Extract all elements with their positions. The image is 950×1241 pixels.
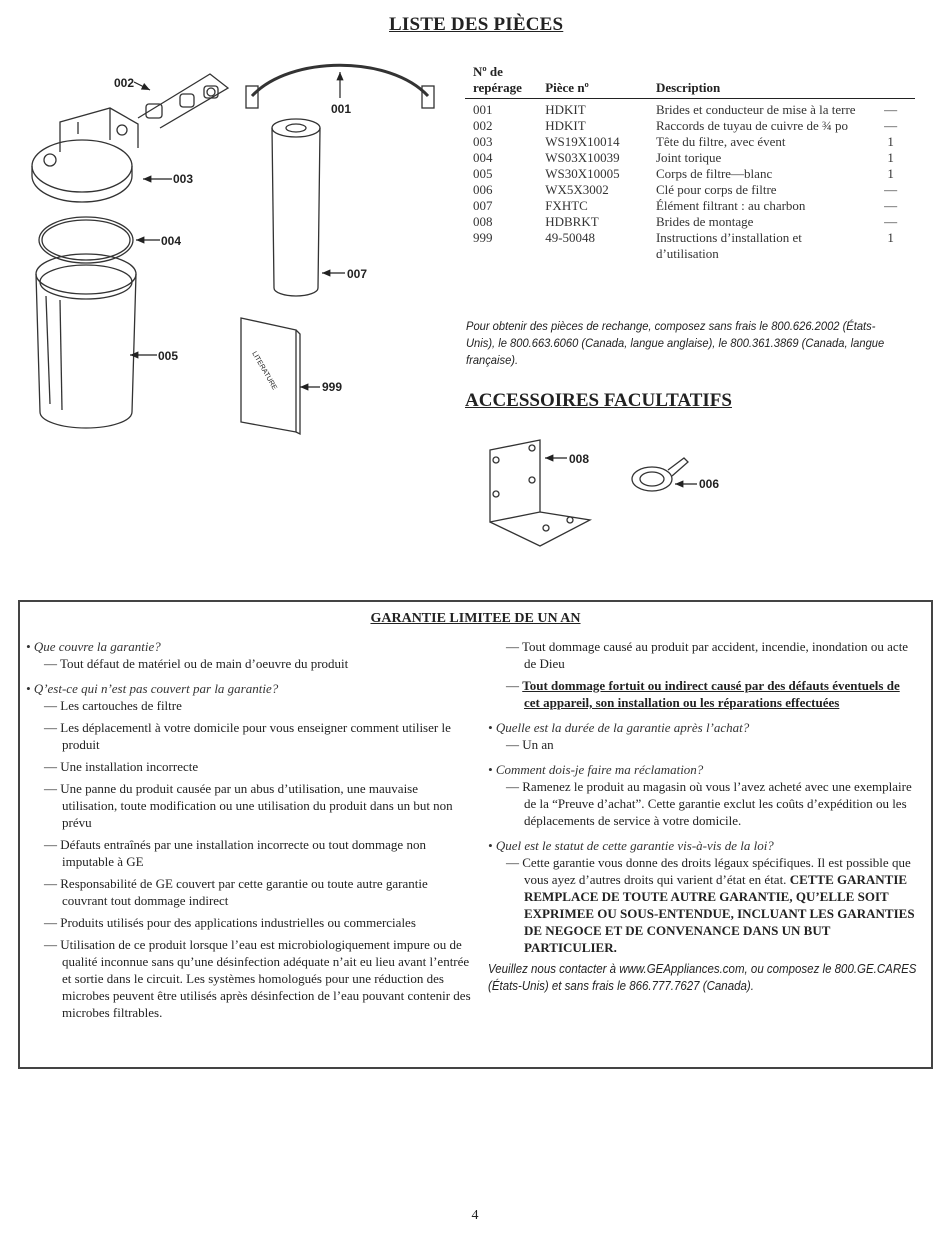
cell-quantity: —: [884, 102, 898, 117]
cell-ref: 006: [473, 182, 493, 197]
callout-002: 002: [114, 76, 135, 90]
table-row: [465, 198, 915, 214]
replacement-parts-note: Pour obtenir des pièces de rechange, composez sans frais le 800.626.2002 (États-Unis), le 800.663.6060 (Canada, langue anglaise), le 800.361.3869 (Canada, langue française).: [466, 319, 885, 367]
table-row: [465, 150, 915, 166]
warranty-question: • Quelle est la durée de la garantie après l’achat?: [488, 720, 750, 735]
callout-005: 005: [158, 349, 179, 363]
cell-quantity: 1: [887, 150, 894, 165]
page-number: 4: [471, 1208, 479, 1223]
cell-ref: 007: [473, 198, 493, 213]
o-ring-drawing: [39, 217, 133, 263]
not-covered-item: — Tout dommage causé au produit par accident, incendie, inondation ou acte de Dieu: [506, 639, 909, 671]
header-quantity: [866, 64, 915, 99]
cell-description: Instructions d’installation et d’utilisation: [655, 230, 802, 261]
table-row: [465, 230, 915, 262]
not-covered-item: — Responsabilité de GE couvert par cette garantie ou toute autre garantie couvrant tout dommage indirect: [44, 876, 428, 908]
table-row: [465, 182, 915, 198]
cell-part: WX5X3002: [545, 182, 609, 197]
header-part: Pièce nº: [545, 64, 656, 99]
warranty-title: GARANTIE LIMITEE DE UN AN: [370, 611, 581, 626]
cell-ref: 999: [473, 230, 493, 245]
table-row: [465, 118, 915, 134]
cell-description: Brides et conducteur de mise à la terre: [655, 102, 856, 117]
warranty-question: • Comment dois-je faire ma réclamation?: [488, 762, 704, 777]
cell-ref: 008: [473, 214, 493, 229]
warranty-question: • Quel est le statut de cette garantie vis-à-vis de la loi?: [488, 838, 774, 853]
filter-housing-drawing: [36, 254, 136, 428]
cell-quantity: 1: [887, 230, 894, 245]
cell-description: Clé pour corps de filtre: [655, 182, 777, 197]
cell-description: Tête du filtre, avec évent: [655, 134, 786, 149]
header-description: Description: [656, 64, 866, 99]
callout-001: 001: [331, 102, 352, 116]
not-covered-item: — Produits utilisés pour des applications industrielles ou commerciales: [44, 915, 416, 930]
cell-description: Raccords de tuyau de cuivre de ¾ po: [655, 118, 849, 133]
parts-table-header: [465, 64, 915, 99]
warranty-question: • Q’est-ce qui n’est pas couvert par la garantie?: [26, 681, 279, 696]
cell-description: Brides de montage: [655, 214, 754, 229]
cell-part: WS03X10039: [545, 150, 620, 165]
cell-part: WS19X10014: [545, 134, 620, 149]
cell-ref: 005: [473, 166, 493, 181]
warranty-right-column: [488, 638, 918, 995]
cell-part: HDKIT: [545, 102, 586, 117]
not-covered-item: — Une installation incorrecte: [44, 759, 199, 774]
parts-table: [465, 64, 915, 262]
warranty-box: [18, 600, 933, 1069]
not-covered-item: — Les cartouches de filtre: [44, 698, 182, 713]
cell-part: FXHTC: [545, 198, 588, 213]
accessories-title: ACCESSOIRES FACULTATIFS: [465, 390, 732, 411]
literature-label: LITERATURE: [250, 350, 278, 392]
callout-008: 008: [569, 452, 590, 466]
table-row: [465, 214, 915, 230]
callout-007: 007: [347, 267, 368, 281]
cell-part: WS30X10005: [545, 166, 620, 181]
cell-quantity: —: [884, 182, 898, 197]
callout-004: 004: [161, 234, 182, 248]
table-row: [465, 99, 915, 119]
cell-quantity: —: [884, 198, 898, 213]
contact-note: Veuillez nous contacter à www.GEAppliances.com, ou composez le 800.GE.CARES (États-Unis) et sans frais le 866.777.7627 (Canada).: [488, 962, 917, 993]
wrench-drawing: [632, 458, 688, 491]
filter-element-drawing: [272, 119, 320, 296]
warranty-answer: — Cette garantie vous donne des droits légaux spécifiques. Il est possible que vous ayez d’autres droits qui varient d’état en état. CETTE GARANTIE REMPLACE DE TOUTE AUTRE GARANTIE, QU’ELLE SOIT EXPRIMEE OU SOUS-ENTENDUE, INCLUANT LES GARANTIES DE NEGOCE ET DE CONVENANCE DANS UN BUT PARTICULIER.: [506, 855, 915, 955]
cell-part: HDBRKT: [545, 214, 599, 229]
cell-quantity: 1: [887, 166, 894, 181]
header-ref: Nº de repérage: [465, 64, 545, 99]
callout-999: 999: [322, 380, 343, 394]
filter-head-drawing: [32, 108, 138, 202]
not-covered-item: — Défauts entraînés par une installation incorrecte ou tout dommage non imputable à GE: [44, 837, 426, 869]
cell-ref: 002: [473, 118, 493, 133]
cell-ref: 004: [473, 150, 493, 165]
cell-description: Élément filtrant : au charbon: [655, 198, 806, 213]
cell-ref: 001: [473, 102, 493, 117]
not-covered-item: — Une panne du produit causée par un abus d’utilisation, une mauvaise utilisation, toute modification ou une utilisation du produit dans un but non prévu: [44, 781, 453, 830]
warranty-answer: — Ramenez le produit au magasin où vous l’avez acheté avec une exemplaire de la “Preuve d’achat”. Cette garantie exclut les coûts d’expédition ou les déplacements de service à votre domicile.: [506, 779, 912, 828]
cell-quantity: —: [884, 118, 898, 133]
warranty-answer: — Un an: [506, 737, 554, 752]
table-row: [465, 134, 915, 150]
cell-quantity: 1: [887, 134, 894, 149]
table-row: [465, 166, 915, 182]
fittings-002-drawing: [138, 74, 228, 128]
cell-description: Joint torique: [655, 150, 722, 165]
callout-006: 006: [699, 477, 720, 491]
not-covered-item: — Tout dommage fortuit ou indirect causé par des défauts éventuels de cet appareil, son installation ou les réparations effectuées: [506, 678, 900, 710]
callout-003: 003: [173, 172, 194, 186]
cell-part: HDKIT: [545, 118, 586, 133]
cell-description: Corps de filtre—blanc: [655, 166, 773, 181]
cell-part: 49-50048: [545, 230, 596, 245]
cell-ref: 003: [473, 134, 493, 149]
warranty-answer: — Tout défaut de matériel ou de main d’oeuvre du produit: [44, 656, 349, 671]
not-covered-item: — Les déplacementl à votre domicile pour vous enseigner comment utiliser le produit: [44, 720, 451, 752]
not-covered-item: — Utilisation de ce produit lorsque l’eau est microbiologiquement impure ou de qualité inconnue sans qu’une désinfection adéquate n’ait eu lieu avant l’entrée et sortie dans le circuit. Les systèmes homologués pour une réduction des microbes peuvent être utilisés après désinfection de l’eau pouvant contenir des microbes filtrables.: [44, 937, 471, 1020]
page-title: LISTE DES PIÈCES: [389, 14, 564, 35]
cell-quantity: —: [884, 214, 898, 229]
warranty-left-column: [26, 638, 471, 1021]
warranty-question: • Que couvre la garantie?: [26, 639, 161, 654]
